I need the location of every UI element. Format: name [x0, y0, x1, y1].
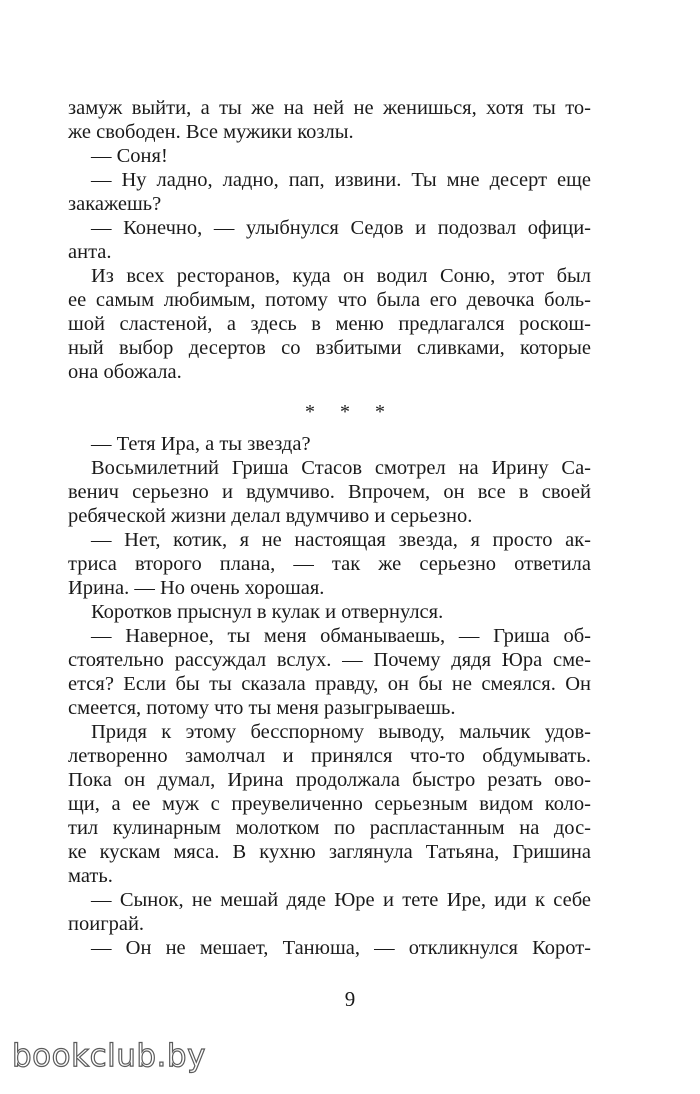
text-line: Восьмилетний Гриша Стасов смотрел на Ирину Са-: [91, 457, 591, 479]
text-line: Из всех ресторанов, куда он водил Соню, этот был: [91, 265, 591, 287]
text-line: ее самым любимым, потому что была его девочка боль-: [68, 289, 591, 311]
text-line: смеется, потому что ты меня разыгрываешь.: [68, 697, 456, 719]
page-text-block: [68, 96, 591, 960]
text-line: замуж выйти, а ты же на ней не женишься, хотя ты то-: [68, 97, 591, 119]
text-line: летворенно замолчал и принялся что-то обдумывать.: [68, 745, 591, 767]
text-line: триса второго плана, — так же серьезно ответила: [68, 553, 591, 575]
text-line: она обожала.: [68, 361, 182, 383]
text-line: Ирина. — Но очень хорошая.: [68, 577, 325, 599]
text-line: Коротков прыснул в кулак и отвернулся.: [91, 601, 444, 623]
text-line: — Он не мешает, Танюша, — откликнулся Корот-: [91, 937, 591, 959]
text-line: ется? Если бы ты сказала правду, он бы не смеялся. Он: [68, 673, 591, 695]
text-line: венич серьезно и вдумчиво. Впрочем, он все в своей: [68, 481, 591, 503]
text-line: поиграй.: [68, 913, 145, 935]
text-line: — Тетя Ира, а ты звезда?: [91, 433, 311, 455]
text-line: — Сынок, не мешай дяде Юре и тете Ире, иди к себе: [91, 889, 591, 911]
text-line: ке кускам мяса. В кухню заглянула Татьяна, Гришина: [68, 841, 591, 863]
text-line: щи, а ее муж с преувеличенно серьезным видом коло-: [68, 793, 591, 815]
text-line: анта.: [68, 241, 112, 263]
text-line: закажешь?: [68, 193, 162, 215]
text-line: — Нет, котик, я не настоящая звезда, я просто ак-: [91, 529, 591, 551]
watermark-logo: bookclub.by: [12, 1038, 206, 1074]
text-line: Пока он думал, Ирина продолжала быстро резать ово-: [68, 769, 591, 791]
page-number: 9: [344, 987, 356, 1011]
text-line: — Наверное, ты меня обманываешь, — Гриша об-: [91, 625, 591, 647]
text-line: ный выбор десертов со взбитыми сливками, которые: [68, 337, 591, 359]
text-line: — Конечно, — улыбнулся Седов и подозвал офици-: [91, 217, 591, 239]
text-line: — Соня!: [91, 145, 168, 167]
text-line: — Ну ладно, ладно, пап, извини. Ты мне десерт еще: [91, 169, 591, 191]
text-line: ребяческой жизни делал вдумчиво и серьезно.: [68, 505, 473, 527]
text-line: тил кулинарным молотком по распластанным на дос-: [68, 817, 591, 839]
section-separator: * * *: [305, 401, 395, 423]
text-line: шой сластеной, а здесь в меню предлагался роскош-: [68, 313, 591, 335]
text-line: стоятельно рассуждал вслух. — Почему дядя Юра сме-: [68, 649, 591, 671]
text-line: мать.: [68, 865, 113, 887]
text-line: же свободен. Все мужики козлы.: [68, 121, 354, 143]
text-line: Придя к этому бесспорному выводу, мальчик удов-: [91, 721, 591, 743]
